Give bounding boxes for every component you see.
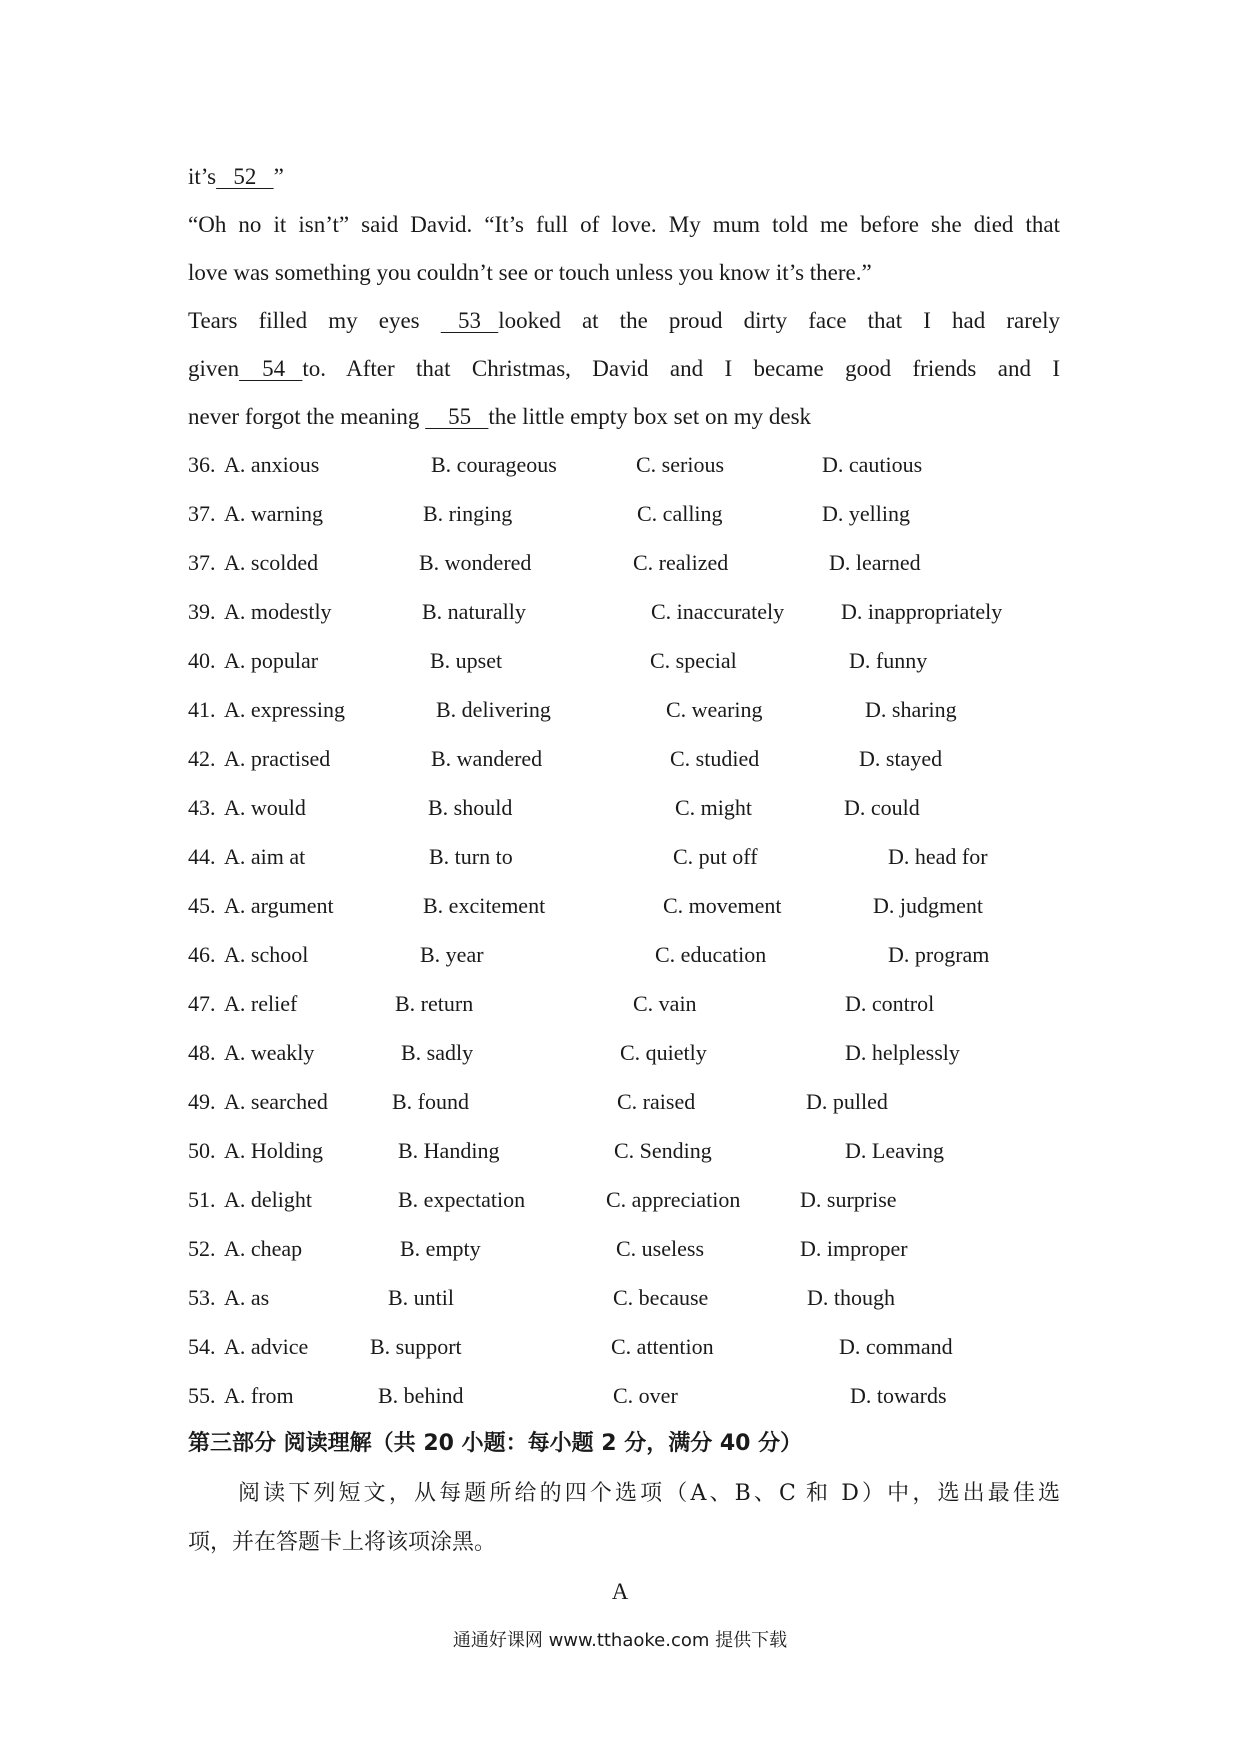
- option-b: B. upset: [430, 648, 503, 673]
- option-a: A. aim at: [224, 844, 306, 869]
- option-a: A. popular: [224, 648, 319, 673]
- question-number: 50.: [188, 1138, 216, 1163]
- blank-54: 54: [239, 356, 303, 381]
- option-c: C. raised: [617, 1089, 696, 1114]
- option-row: [188, 793, 1068, 823]
- option-b: B. expectation: [398, 1187, 526, 1212]
- option-d: D. judgment: [873, 893, 983, 918]
- option-d: D. cautious: [822, 452, 923, 477]
- question-number: 45.: [188, 893, 216, 918]
- passage-text: looked at the proud dirty face that I had rarely: [498, 308, 1060, 333]
- option-row: [188, 989, 1068, 1019]
- option-row: [188, 744, 1068, 774]
- option-row: [188, 1332, 1068, 1362]
- option-c: C. education: [655, 942, 767, 967]
- footer-watermark: 通通好课网 www.tthaoke.com 提供下载: [452, 1630, 788, 1651]
- passage-line-3: love was something you couldn’t see or touch unless you know it’s there.”: [188, 260, 872, 285]
- option-b: B. naturally: [422, 599, 526, 624]
- option-c: C. put off: [673, 844, 758, 869]
- passage-text: it’s: [188, 164, 217, 189]
- option-a: A. Holding: [224, 1138, 323, 1163]
- question-number: 46.: [188, 942, 216, 967]
- question-number: 41.: [188, 697, 216, 722]
- option-a: A. relief: [224, 991, 298, 1016]
- question-number: 40.: [188, 648, 216, 673]
- passage-text: to. After that Christmas, David and I became good friends and I: [302, 356, 1060, 381]
- option-d: D. sharing: [865, 697, 957, 722]
- question-number: 54.: [188, 1334, 216, 1359]
- passage-label: A: [611, 1579, 629, 1604]
- option-b: B. Handing: [398, 1138, 500, 1163]
- option-row: [188, 1087, 1068, 1117]
- option-b: B. found: [392, 1089, 469, 1114]
- question-number: 55.: [188, 1383, 216, 1408]
- option-d: D. learned: [829, 550, 921, 575]
- option-d: D. though: [807, 1285, 895, 1310]
- question-number: 47.: [188, 991, 216, 1016]
- option-d: D. head for: [888, 844, 988, 869]
- option-a: A. anxious: [224, 452, 320, 477]
- option-c: C. special: [650, 648, 737, 673]
- question-number: 42.: [188, 746, 216, 771]
- question-number: 51.: [188, 1187, 216, 1212]
- option-row: [188, 1038, 1068, 1068]
- option-b: B. delivering: [436, 697, 551, 722]
- blank-55: 55: [425, 404, 489, 429]
- option-c: C. movement: [663, 893, 782, 918]
- question-number: 36.: [188, 452, 216, 477]
- option-c: C. inaccurately: [651, 599, 785, 624]
- option-row: [188, 450, 1068, 480]
- option-a: A. argument: [224, 893, 334, 918]
- option-d: D. Leaving: [845, 1138, 944, 1163]
- option-c: C. realized: [633, 550, 729, 575]
- option-row: [188, 548, 1068, 578]
- option-a: A. cheap: [224, 1236, 303, 1261]
- passage-line-5: [188, 354, 1060, 384]
- passage-line-6: [188, 402, 1060, 432]
- option-row: [188, 499, 1068, 529]
- question-number: 52.: [188, 1236, 216, 1261]
- option-c: C. serious: [636, 452, 724, 477]
- option-row: [188, 646, 1068, 676]
- option-a: A. scolded: [224, 550, 319, 575]
- question-number: 48.: [188, 1040, 216, 1065]
- option-row: [188, 597, 1068, 627]
- option-row: [188, 1136, 1068, 1166]
- passage-text: never forgot the meaning: [188, 404, 426, 429]
- question-number: 37.: [188, 550, 216, 575]
- option-a: A. searched: [224, 1089, 328, 1114]
- section-instruction-line-2: 项，并在答题卡上将该项涂黑。: [188, 1530, 497, 1555]
- option-b: B. turn to: [429, 844, 513, 869]
- option-d: D. inappropriately: [841, 599, 1003, 624]
- question-number: 37.: [188, 501, 216, 526]
- option-c: C. vain: [633, 991, 697, 1016]
- passage-text: given: [188, 356, 240, 381]
- option-a: A. warning: [224, 501, 323, 526]
- option-a: A. from: [224, 1383, 294, 1408]
- option-d: D. could: [844, 795, 920, 820]
- passage-line-1: [188, 162, 1060, 192]
- option-d: D. funny: [849, 648, 928, 673]
- option-a: A. practised: [224, 746, 331, 771]
- option-b: B. return: [395, 991, 474, 1016]
- question-number: 39.: [188, 599, 216, 624]
- option-b: B. empty: [400, 1236, 481, 1261]
- option-b: B. until: [388, 1285, 455, 1310]
- option-c: C. studied: [670, 746, 760, 771]
- option-b: B. ringing: [423, 501, 513, 526]
- option-row: [188, 891, 1068, 921]
- option-a: A. weakly: [224, 1040, 315, 1065]
- option-row: [188, 940, 1068, 970]
- option-c: C. might: [675, 795, 753, 820]
- blank-53: 53: [440, 308, 499, 333]
- option-c: C. Sending: [614, 1138, 712, 1163]
- option-a: A. school: [224, 942, 309, 967]
- option-c: C. quietly: [620, 1040, 707, 1065]
- option-d: D. command: [839, 1334, 953, 1359]
- option-b: B. behind: [378, 1383, 464, 1408]
- option-a: A. delight: [224, 1187, 312, 1212]
- option-d: D. improper: [800, 1236, 908, 1261]
- option-a: A. would: [224, 795, 306, 820]
- option-d: D. pulled: [806, 1089, 888, 1114]
- passage-text: Tears filled my eyes: [188, 308, 441, 333]
- option-b: B. sadly: [401, 1040, 474, 1065]
- option-d: D. program: [888, 942, 990, 967]
- option-row: [188, 1185, 1068, 1215]
- option-c: C. because: [613, 1285, 709, 1310]
- option-b: B. support: [370, 1334, 462, 1359]
- option-row: [188, 1283, 1068, 1313]
- option-b: B. excitement: [423, 893, 546, 918]
- option-row: [188, 1234, 1068, 1264]
- option-d: D. towards: [850, 1383, 947, 1408]
- question-number: 53.: [188, 1285, 216, 1310]
- option-c: C. attention: [611, 1334, 714, 1359]
- option-c: C. appreciation: [606, 1187, 741, 1212]
- option-b: B. should: [428, 795, 513, 820]
- option-b: B. year: [420, 942, 484, 967]
- option-d: D. stayed: [859, 746, 943, 771]
- question-number: 43.: [188, 795, 216, 820]
- option-c: C. over: [613, 1383, 678, 1408]
- option-b: B. wandered: [431, 746, 543, 771]
- passage-text: the little empty box set on my desk: [488, 404, 812, 429]
- section-instruction-line-1: 阅读下列短文，从每题所给的四个选项（A、B、C 和 D）中，选出最佳选: [238, 1481, 1060, 1506]
- option-c: C. calling: [637, 501, 723, 526]
- option-a: A. advice: [224, 1334, 309, 1359]
- passage-line-4: [188, 306, 1060, 336]
- option-a: A. expressing: [224, 697, 345, 722]
- blank-52: 52: [216, 164, 274, 189]
- option-a: A. as: [224, 1285, 270, 1310]
- passage-text: ”: [273, 164, 284, 189]
- option-row: [188, 842, 1068, 872]
- option-row: [188, 695, 1068, 725]
- option-d: D. yelling: [822, 501, 910, 526]
- question-number: 49.: [188, 1089, 216, 1114]
- passage-line-2: “Oh no it isn’t” said David. “It’s full of love. My mum told me before she died that: [188, 212, 1060, 237]
- option-a: A. modestly: [224, 599, 332, 624]
- option-b: B. wondered: [419, 550, 532, 575]
- option-b: B. courageous: [431, 452, 557, 477]
- question-number: 44.: [188, 844, 216, 869]
- option-row: [188, 1381, 1068, 1411]
- option-d: D. control: [845, 991, 935, 1016]
- option-d: D. surprise: [800, 1187, 897, 1212]
- section-heading: 第三部分 阅读理解（共 20 小题：每小题 2 分，满分 40 分）: [188, 1431, 803, 1456]
- option-c: C. useless: [616, 1236, 704, 1261]
- option-d: D. helplessly: [845, 1040, 960, 1065]
- option-c: C. wearing: [666, 697, 763, 722]
